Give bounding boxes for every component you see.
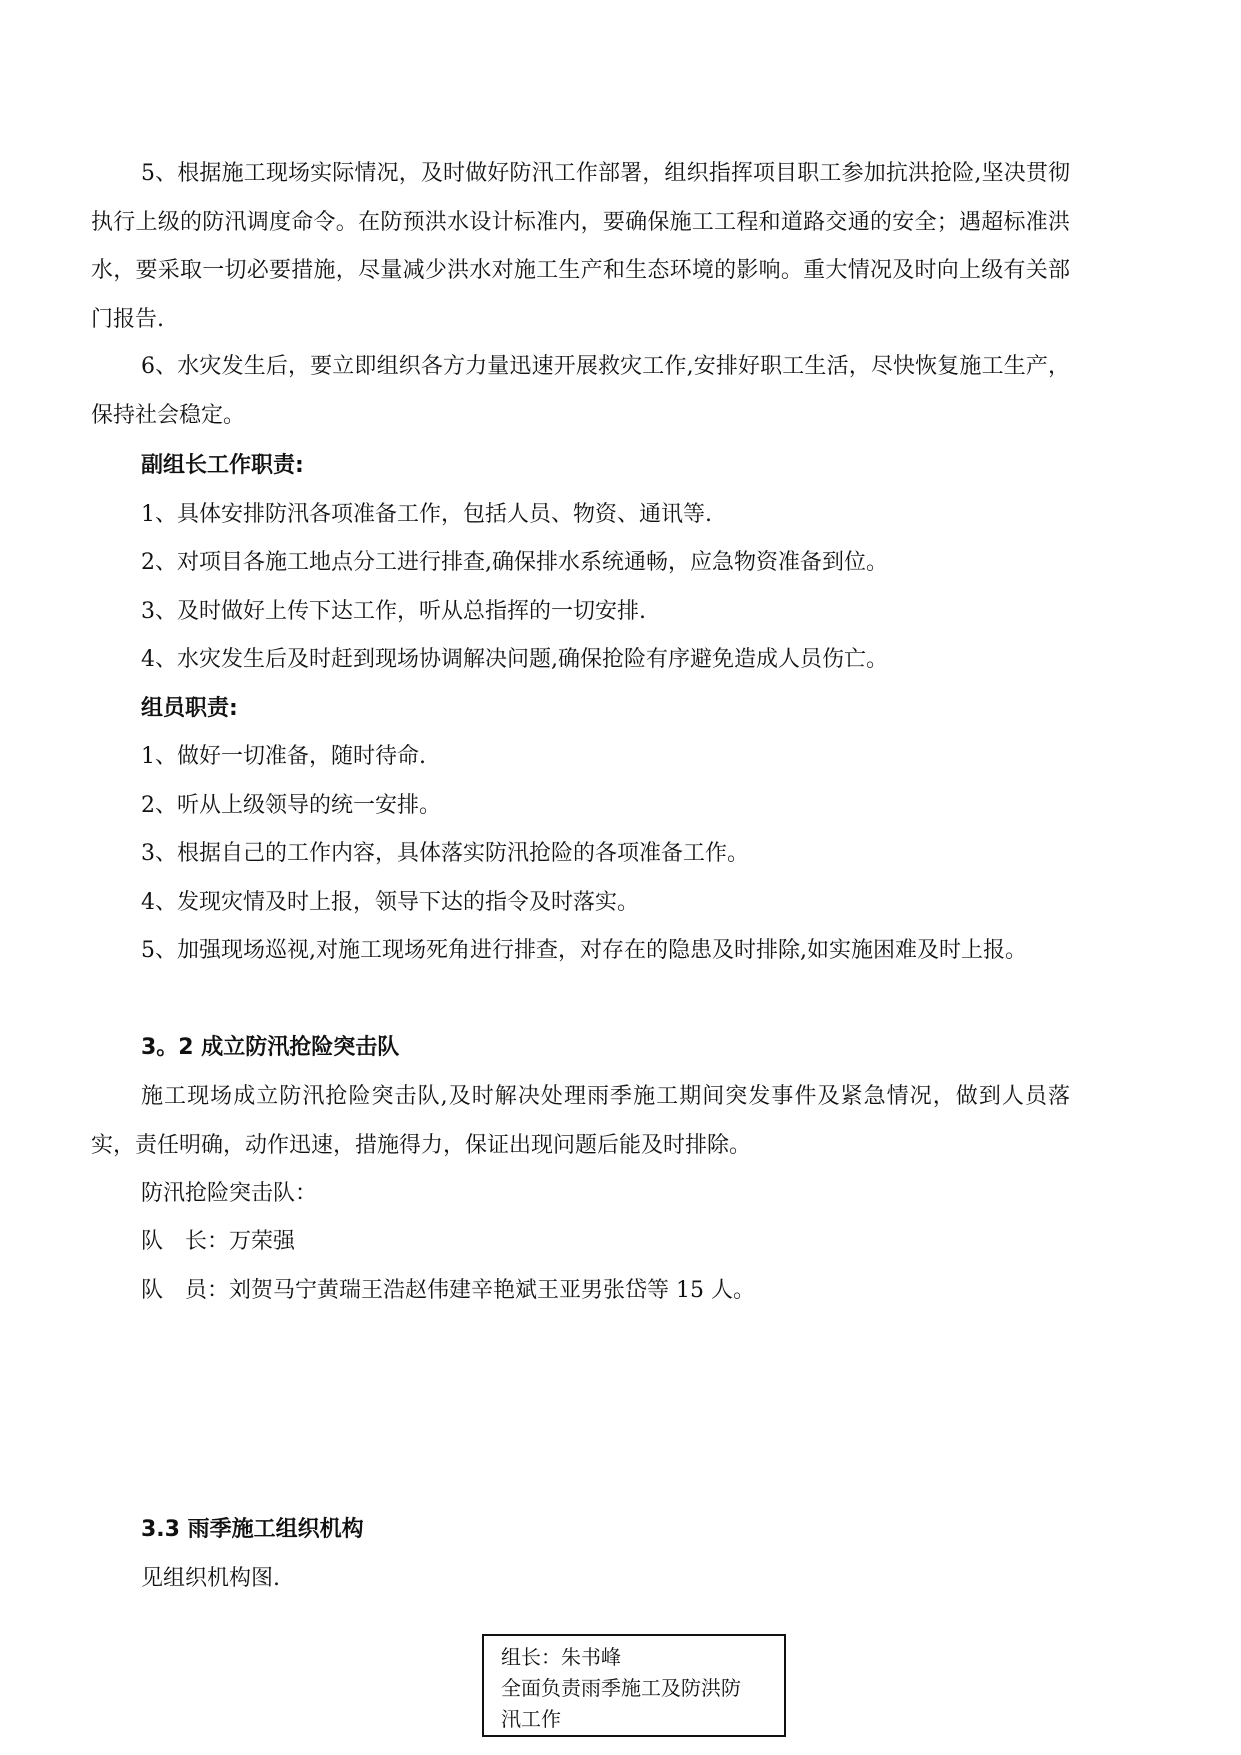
org-chart-leader-box <box>482 1634 786 1737</box>
team-members: 队 员：刘贺马宁黄瑞王浩赵伟建辛艳斌王亚男张岱等 15 人。 <box>141 1278 755 1303</box>
deputy-heading: 副组长工作职责: <box>141 453 304 478</box>
section-3-2-body: 施工现场成立防汛抢险突击队,及时解决处理雨季施工期间突发事件及紧急情况，做到人员落实，责任明确，动作迅速，措施得力，保证出现问题后能及时排除。 <box>91 1084 1070 1158</box>
section-3-3-heading: 3.3 雨季施工组织机构 <box>141 1517 364 1542</box>
team-leader: 队 长：万荣强 <box>141 1229 296 1254</box>
org-box-title: 组长：朱书峰 <box>501 1645 621 1669</box>
section-3-2-heading: 3。2 成立防汛抢险突击队 <box>141 1035 400 1060</box>
member-item: 1、做好一切准备，随时待命. <box>141 744 426 769</box>
paragraph-item-6: 6、水灾发生后，要立即组织各方力量迅速开展救灾工作,安排好职工生活，尽快恢复施工生产，保持社会稳定。 <box>91 354 1070 428</box>
member-item: 4、发现灾情及时上报，领导下达的指令及时落实。 <box>141 890 639 915</box>
deputy-item: 3、及时做好上传下达工作，听从总指挥的一切安排. <box>141 599 646 624</box>
section-3-3-body: 见组织机构图. <box>141 1566 280 1591</box>
member-item-5: 5、加强现场巡视,对施工现场死角进行排查，对存在的隐患及时排除,如实施困难及时上报。 <box>141 938 1027 963</box>
org-box-description-cont: 汛工作 <box>501 1707 561 1731</box>
member-item: 2、听从上级领导的统一安排。 <box>141 793 441 818</box>
paragraph-item-5: 5、根据施工现场实际情况，及时做好防汛工作部署，组织指挥项目职工参加抗洪抢险,坚决贯彻执行上级的防汛调度命令。在防预洪水设计标准内，要确保施工工程和道路交通的安全；遇超标准洪水，要采取一切必要措施，尽量减少洪水对施工生产和生态环境的影响。重大情况及时向上级有关部门报告. <box>91 161 1070 332</box>
deputy-item: 2、对项目各施工地点分工进行排查,确保排水系统通畅，应急物资准备到位。 <box>141 550 888 575</box>
members-heading: 组员职责: <box>141 696 238 721</box>
team-label: 防汛抢险突击队： <box>141 1181 318 1206</box>
org-box-description: 全面负责雨季施工及防洪防 <box>501 1676 741 1700</box>
deputy-item: 4、水灾发生后及时赶到现场协调解决问题,确保抢险有序避免造成人员伤亡。 <box>141 647 888 672</box>
member-item: 3、根据自己的工作内容，具体落实防汛抢险的各项准备工作。 <box>141 841 749 866</box>
deputy-item: 1、具体安排防汛各项准备工作，包括人员、物资、通讯等. <box>141 502 712 527</box>
